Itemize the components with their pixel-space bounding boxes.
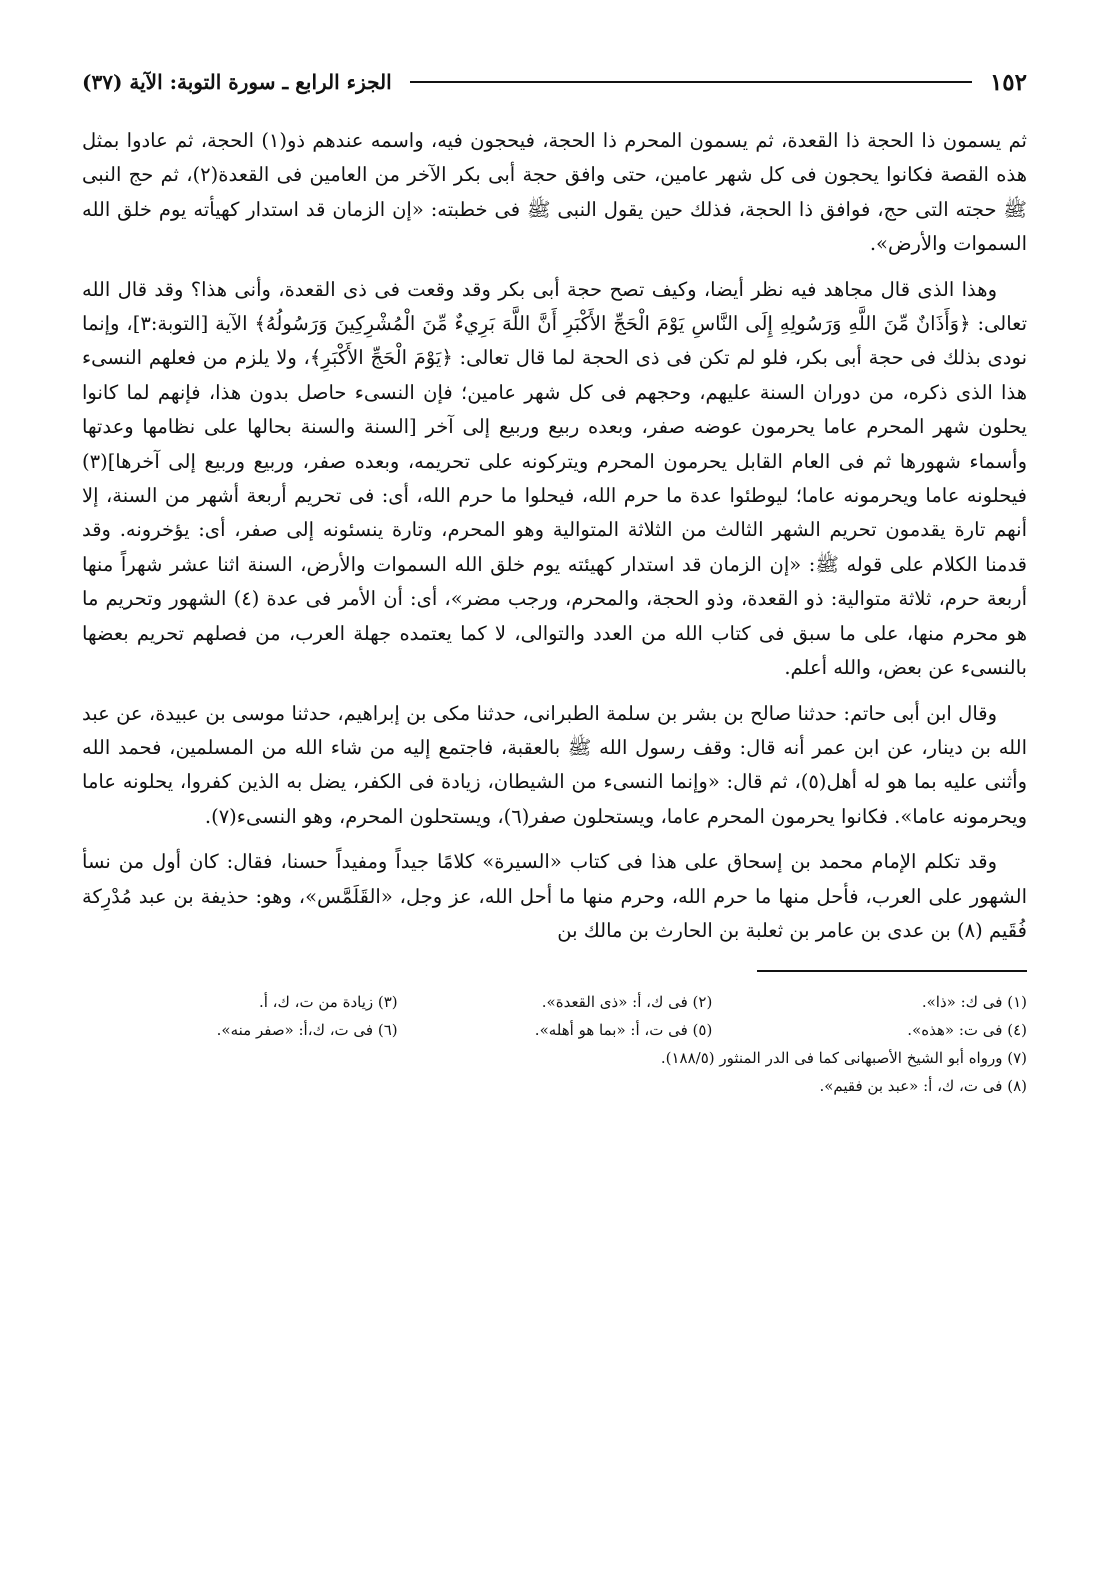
footnote: (٣) زيادة من ت، ك، أ. <box>258 992 398 1011</box>
footnote-separator <box>757 970 1027 972</box>
footnote: (٧) ورواه أبو الشيخ الأصبهانى كما فى الدر المنثور (١٨٨/٥). <box>660 1048 1027 1067</box>
paragraph: وهذا الذى قال مجاهد فيه نظر أيضا، وكيف تصح حجة أبى بكر وقد وقعت فى ذى القعدة، وأنى هذا؟ وقد قال الله تعالى: ﴿وَأَذَانٌ مِّنَ اللَّهِ وَرَسُولِهِ إِلَى النَّاسِ يَوْمَ الْحَجِّ الأَكْبَرِ أَنَّ اللَّهَ بَرِيءٌ مِّنَ الْمُشْرِكِينَ وَرَسُولُهُ﴾ الآية [التوبة:٣]، وإنما نودى بذلك فى حجة أبى بكر، فلو لم تكن فى ذى الحجة لما قال تعالى: ﴿يَوْمَ الْحَجِّ الأَكْبَرِ﴾، ولا يلزم من فعلهم النسىء هذا الذى ذكره، من دوران السنة عليهم، وحجهم فى كل شهر عامين؛ فإن النسىء حاصل بدون هذا، فإنهم لما كانوا يحلون شهر المحرم عاما يحرمون عوضه صفر، وبعده ربيع وربيع إلى آخر [السنة والسنة بحالها على نظامها وعدتها وأسماء شهورها ثم فى العام القابل يحرمون المحرم ويتركونه على تحريمه، وبعده صفر، وربيع وربيع إلى آخرها](٣) فيحلونه عاما ويحرمونه عاما؛ ليوطئوا عدة ما حرم الله، فيحلوا ما حرم الله، أى: فى تحريم أربعة أشهر من السنة، إلا أنهم تارة يقدمون تحريم الشهر الثالث من الثلاثة المتوالية وهو المحرم، وتارة ينسئونه إلى صفر، أى: يؤخرونه. وقد قدمنا الكلام على قوله ﷺ: «إن الزمان قد استدار كهيئته يوم خلق الله السموات والأرض، السنة اثنا عشر شهراً منها أربعة حرم، ثلاثة متوالية: ذو القعدة، وذو الحجة، والمحرم، ورجب مضر»، أى: أن الأمر فى عدة (٤) الشهور وتحريم ما هو محرم منها، على ما سبق فى كتاب الله من العدد والتوالى، لا كما يعتمده جهلة العرب، من فصلهم تحريم بعضها بالنسىء عن بعض، والله أعلم. <box>82 277 1027 680</box>
footnote: (٦) فى ت، ك،أ: «صفر منه». <box>216 1020 398 1039</box>
footnotes <box>82 988 1027 1100</box>
footnote: (١) فى ك: «ذا». <box>921 992 1027 1011</box>
page-number: ١٥٢ <box>989 68 1027 96</box>
paragraph: ثم يسمون ذا الحجة ذا القعدة، ثم يسمون المحرم ذا الحجة، فيحجون فيه، واسمه عندهم ذو(١) الحجة، ثم عادوا بمثل هذه القصة فكانوا يحجون فى كل شهر عامين، حتى وافق حجة أبى بكر الآخر من العامين فى القعدة(٢)، ثم حج النبى ﷺ حجته التى حج، فوافق ذا الحجة، فذلك حين يقول النبى ﷺ فى خطبته: «إن الزمان قد استدار كهيأته يوم خلق الله السموات والأرض». <box>82 129 1027 256</box>
main-text <box>82 124 1027 948</box>
footnote: (٥) فى ت، أ: «بما هو أهله». <box>534 1020 713 1039</box>
header-rule <box>410 81 972 83</box>
footnote-row <box>82 1016 1027 1044</box>
footnote: (٤) فى ت: «هذه». <box>907 1020 1027 1039</box>
book-page <box>82 62 1027 1100</box>
footnote: (٨) فى ت، ك، أ: «عبد بن فقيم». <box>819 1076 1027 1095</box>
paragraph: وقد تكلم الإمام محمد بن إسحاق على هذا فى كتاب «السيرة» كلامًا جيداً ومفيداً حسنا، فقال: كان أول من نسأ الشهور على العرب، فأحل منها ما حرم الله، وحرم منها ما أحل الله، عز وجل، «القَلَمَّس»، وهو: حذيفة بن عبد مُدْرِكة فُقَيم (٨) بن عدى بن عامر بن ثعلبة بن الحارث بن مالك بن <box>82 850 1027 942</box>
running-title: الجزء الرابع ـ سورة التوبة: الآية (٣٧) <box>82 70 392 94</box>
paragraph: وقال ابن أبى حاتم: حدثنا صالح بن بشر بن سلمة الطبرانى، حدثنا مكى بن إبراهيم، حدثنا موسى بن عبيدة، عن عبد الله بن دينار، عن ابن عمر أنه قال: وقف رسول الله ﷺ بالعقبة، فاجتمع إليه من شاء الله من المسلمين، فحمد الله وأثنى عليه بما هو له أهل(٥)، ثم قال: «وإنما النسىء من الشيطان، زيادة فى الكفر، يضل به الذين كفروا، يحلونه عاما ويحرمونه عاما». فكانوا يحرمون المحرم عاما، ويستحلون صفر(٦)، ويستحلون المحرم، وهو النسىء(٧). <box>82 701 1027 828</box>
footnote-row <box>82 988 1027 1016</box>
page-header <box>82 62 1027 102</box>
footnote: (٢) فى ك، أ: «ذى القعدة». <box>541 992 713 1011</box>
